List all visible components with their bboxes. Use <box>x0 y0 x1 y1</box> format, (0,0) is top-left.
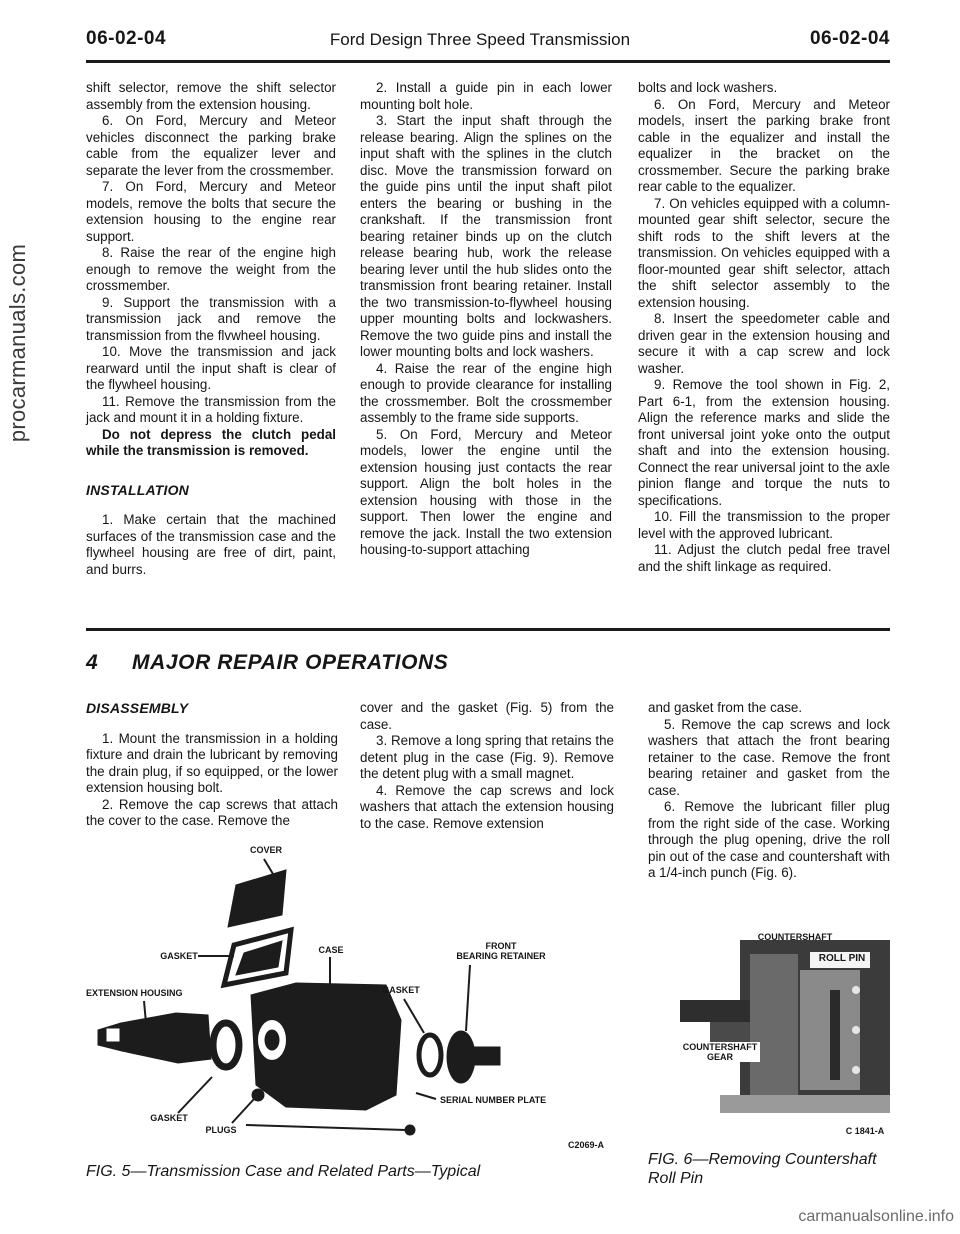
label-plugs: PLUGS <box>205 1125 237 1135</box>
lower-column-1 <box>86 700 338 830</box>
paragraph: 11. Adjust the clutch pedal free travel and the shift linkage as required. <box>638 542 890 574</box>
paragraph: 3. Start the input shaft through the release bearing. Align the splines on the input shaft with the splines in the clutch disc. Move the transmission forward on the guide pins until the input shaft pilot enters the bearing or bushing in the crankshaft. If the transmission front bearing retainer binds up on the clutch release bearing hub, work the release bearing lever until the hub slides onto the transmission front bearing retainer. Install the two transmission-to-flywheel housing upper mounting bolts and lockwashers. Remove the two guide pins and install the lower mounting bolts and lock washers. <box>360 113 612 359</box>
paragraph: 7. On vehicles equipped with a column-mounted gear shift selector, secure the shift rods to the shift levers at the transmission. On vehicles equipped with a floor-mounted gear shift selector, attach the shift selector assembly to the extension housing. <box>638 195 890 310</box>
paragraph: 5. On Ford, Mercury and Meteor models, lower the engine until the extension housing just contacts the rear support. Align the bolt holes in the extension housing with those in the support. Then lower the engine and remove the jack. Install the two extension housing-to-support attaching <box>360 426 612 557</box>
paragraph: 9. Support the transmission with a transmission jack and remove the transmission from the flvwheel housing. <box>86 294 336 343</box>
paragraph: 8. Raise the rear of the engine high enough to remove the weight from the crossmember. <box>86 245 336 293</box>
paragraph: 6. Remove the lubricant filler plug from the right side of the case. Working through the plug opening, drive the roll pin out of the case and countershaft with a 1/4-inch punch (Fig. 6). <box>648 799 890 880</box>
disassembly-heading: DISASSEMBLY <box>86 700 189 716</box>
page-number-right: 06-02-04 <box>809 28 890 49</box>
upper-column-3 <box>638 80 890 575</box>
label-gasket-right: GASKET <box>382 985 420 995</box>
figure-5 <box>86 845 626 1155</box>
figure-6-code: C 1841-A <box>845 1126 885 1136</box>
paragraph: 6. On Ford, Mercury and Meteor vehicles disconnect the parking brake cable from the equalizer lever and separate the lever from the crossmember. <box>86 113 336 178</box>
section-title: MAJOR REPAIR OPERATIONS <box>132 651 449 674</box>
label-cover: COVER <box>249 845 282 855</box>
footer-watermark: carmanualsonline.info <box>798 1208 954 1225</box>
label-gasket-bottom: GASKET <box>150 1113 188 1123</box>
warning-note: Do not depress the clutch pedal while the transmission is removed. <box>86 426 336 458</box>
header-rule <box>86 60 890 63</box>
paragraph: 3. Remove a long spring that retains the detent plug in the case (Fig. 9). Remove the detent plug with a small magnet. <box>360 733 614 781</box>
paragraph: 1. Make certain that the machined surfaces of the transmission case and the flywheel housing are free of dirt, paint, and burrs. <box>86 512 336 577</box>
paragraph: 10. Fill the transmission to the proper level with the approved lubricant. <box>638 509 890 541</box>
label-roll-pin: ROLL PIN <box>818 953 866 964</box>
lower-column-2 <box>360 700 614 832</box>
section-number: 4 <box>86 651 99 674</box>
paragraph: shift selector, remove the shift selector assembly from the extension housing. <box>86 80 336 112</box>
paragraph: 4. Remove the cap screws and lock washers that attach the extension housing to the case. Remove extension <box>360 782 614 831</box>
paragraph: 10. Move the transmission and jack rearward until the input shaft is clear of the flywheel housing. <box>86 344 336 392</box>
label-extension-housing: EXTENSION HOUSING <box>86 988 183 998</box>
figure-6-caption: FIG. 6—Removing Countershaft Roll Pin <box>648 1151 877 1187</box>
label-gasket-top: GASKET <box>160 951 198 961</box>
paragraph: 4. Raise the rear of the engine high enough to provide clearance for installing the crossmember. Bolt the crossmember assembly to the frame side supports. <box>360 360 612 425</box>
page-number-left: 06-02-04 <box>86 28 167 49</box>
label-front-bearing-retainer: FRONT BEARING RETAINER <box>456 941 546 961</box>
paragraph: 1. Mount the transmission in a holding fixture and drain the lubricant by removing the drain plug, if so equipped, or the lower extension housing bolt. <box>86 730 338 795</box>
paragraph: 6. On Ford, Mercury and Meteor models, insert the parking brake front cable in the equalizer and install the equalizer in the bracket on the crossmember. Secure the parking brake rear cable to the equalizer. <box>638 96 890 194</box>
paragraph: 8. Insert the speedometer cable and driven gear in the extension housing and secure it with a cap screw and lock washer. <box>638 311 890 376</box>
label-serial-number-plate: SERIAL NUMBER PLATE <box>440 1095 547 1105</box>
figure-5-caption: FIG. 5—Transmission Case and Related Parts—Typical <box>86 1163 481 1180</box>
section-heading <box>86 651 448 675</box>
figure-5-code: C2069-A <box>567 1140 605 1150</box>
label-case: CASE <box>318 945 344 955</box>
side-watermark: procarmanuals.com <box>5 243 30 443</box>
paragraph: bolts and lock washers. <box>638 80 778 95</box>
paragraph: 2. Remove the cap screws that attach the cover to the case. Remove the <box>86 796 338 828</box>
figure-6 <box>680 930 900 1140</box>
lower-column-3 <box>648 700 890 882</box>
paragraph: 2. Install a guide pin in each lower mounting bolt hole. <box>360 80 612 112</box>
paragraph: 5. Remove the cap screws and lock washers that attach the front bearing retainer to the case. Remove the front bearing retainer and gasket from the case. <box>648 716 890 798</box>
paragraph: and gasket from the case. <box>648 700 803 715</box>
paragraph: 11. Remove the transmission from the jack and mount it in a holding fixture. <box>86 393 336 425</box>
label-countershaft-gear: COUNTERSHAFT GEAR <box>680 1042 760 1062</box>
paragraph: 9. Remove the tool shown in Fig. 2, Part 6-1, from the extension housing. Align the reference marks and slide the front universal joint yoke onto the output shaft and into the extension housing. Connect the rear universal joint to the axle pinion flange and torque the nuts to specifications. <box>638 377 890 508</box>
upper-column-2 <box>360 80 612 559</box>
paragraph: cover and the gasket (Fig. 5) from the case. <box>360 700 614 732</box>
page-title: Ford Design Three Speed Transmission <box>329 30 631 49</box>
exploded-transmission-illustration <box>86 845 626 1155</box>
upper-column-1 <box>86 80 336 578</box>
section-rule <box>86 628 890 631</box>
label-countershaft: COUNTERSHAFT <box>757 932 833 942</box>
installation-heading: INSTALLATION <box>86 481 189 498</box>
paragraph: 7. On Ford, Mercury and Meteor models, remove the bolts that secure the extension housing to the engine rear support. <box>86 179 336 244</box>
